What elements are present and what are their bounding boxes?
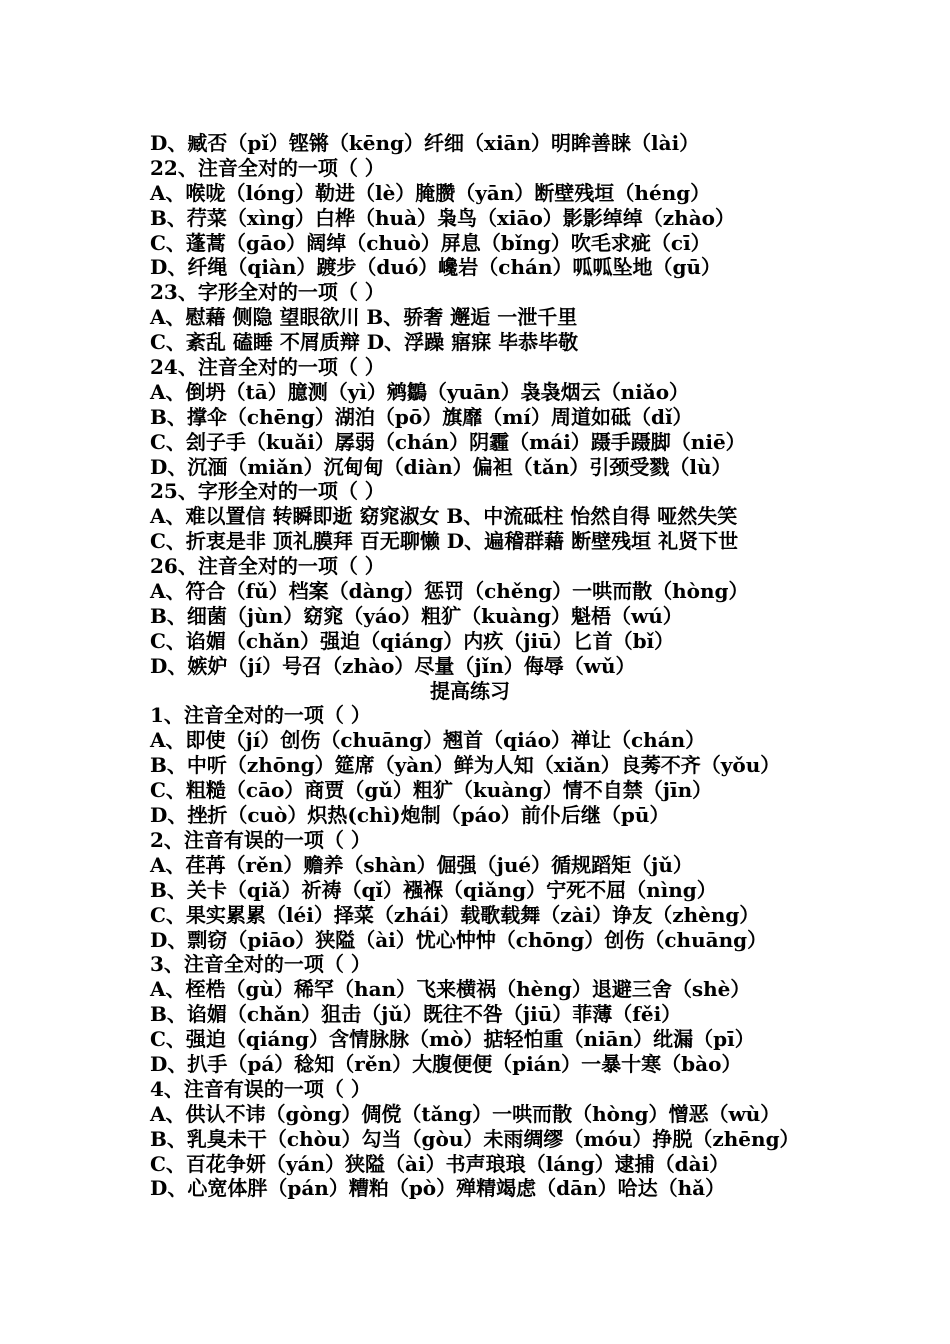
option-line: D、剽窃（piāo）狭隘（ài）忧心忡忡（chōng）创伤（chuāng） xyxy=(150,927,768,952)
option-line: A、供认不讳（gòng）倜傥（tǎng）一哄而散（hòng）憎恶（wù） xyxy=(150,1101,781,1126)
option-line: B、中听（zhōng）筵席（yàn）鲜为人知（xiǎn）良莠不齐（yǒu） xyxy=(150,753,781,778)
option-line: A、荏苒（rěn）赡养（shàn）倔强（jué）循规蹈矩（jǔ） xyxy=(150,852,693,877)
question-title: 4、注音有误的一项（ ） xyxy=(150,1076,371,1101)
option-line: B、关卡（qiǎ）祈祷（qǐ）襁褓（qiǎng）宁死不屈（nìng） xyxy=(150,877,717,902)
option-line: A、即使（jí）创伤（chuāng）翘首（qiáo）禅让（chán） xyxy=(150,728,706,753)
option-line: B、谄媚（chǎn）狙击（jǔ）既往不咎（jiū）菲薄（fěi） xyxy=(150,1002,682,1027)
question-title: 3、注音全对的一项（ ） xyxy=(150,952,371,977)
option-line: C、强迫（qiáng）含情脉脉（mò）掂轻怕重（niān）纰漏（pī） xyxy=(150,1027,755,1052)
section-heading: 提高练习 xyxy=(430,678,510,703)
option-line: C、紊乱 磕睡 不屑质辩 D、浮躁 寤寐 毕恭毕敬 xyxy=(150,330,579,355)
option-line: A、桎梏（gù）稀罕（han）飞来横祸（hèng）退避三舍（shè） xyxy=(150,977,751,1002)
option-line: D、沉湎（miǎn）沉甸甸（diàn）偏袒（tǎn）引颈受戮（lù） xyxy=(150,454,732,479)
document-body xyxy=(150,131,830,1201)
option-line: C、蓬蒿（gāo）阔绰（chuò）屏息（bǐng）吹毛求疵（cī） xyxy=(150,230,711,255)
option-line: B、细菌（jùn）窈窕（yáo）粗犷（kuàng）魁梧（wú） xyxy=(150,603,683,628)
question-title: 1、注音全对的一项（ ） xyxy=(150,703,371,728)
option-line: B、乳臭未干（chòu）勾当（gòu）未雨绸缪（móu）挣脱（zhēng） xyxy=(150,1126,800,1151)
option-line: C、百花争妍（yán）狭隘（ài）书声琅琅（láng）逮捕（dài） xyxy=(150,1151,730,1176)
question-title: 22、注音全对的一项（ ） xyxy=(150,155,385,180)
option-line: C、折衷是非 顶礼膜拜 百无聊懒 D、遍稽群藉 断壁残垣 礼贤下世 xyxy=(150,529,739,554)
option-line: C、刽子手（kuǎi）孱弱（chán）阴霾（mái）蹑手蹑脚（niē） xyxy=(150,429,746,454)
option-line: A、倒坍（tā）臆测（yì）鹓鶵（yuān）袅袅烟云（niǎo） xyxy=(150,379,690,404)
question-title: 2、注音有误的一项（ ） xyxy=(150,827,371,852)
option-line: A、喉咙（lóng）勒进（lè）腌臜（yān）断壁残垣（héng） xyxy=(150,180,711,205)
option-line: D、嫉妒（jí）号召（zhào）尽量（jǐn）侮辱（wǔ） xyxy=(150,653,636,678)
option-line: C、谄媚（chǎn）强迫（qiáng）内疚（jiū）匕首（bǐ） xyxy=(150,628,675,653)
option-line: A、符合（fǔ）档案（dàng）惩罚（chěng）一哄而散（hòng） xyxy=(150,579,749,604)
option-line: D、心宽体胖（pán）糟粕（pò）殚精竭虑（dān）哈达（hǎ） xyxy=(150,1176,726,1201)
text-line: D、臧否（pǐ）铿锵（kēng）纤细（xiān）明眸善睐（lài） xyxy=(150,131,700,155)
option-line: C、粗糙（cāo）商贾（gǔ）粗犷（kuàng）情不自禁（jīn） xyxy=(150,778,713,803)
question-title: 24、注音全对的一项（ ） xyxy=(150,355,385,380)
question-title: 25、字形全对的一项（ ） xyxy=(150,479,385,504)
option-line: C、果实累累（léi）择菜（zhái）载歌载舞（zài）诤友（zhèng） xyxy=(150,902,760,927)
question-title: 26、注音全对的一项（ ） xyxy=(150,554,385,579)
option-line: D、纤绳（qiàn）踱步（duó）巉岩（chán）呱呱坠地（gū） xyxy=(150,255,722,280)
question-title: 23、字形全对的一项（ ） xyxy=(150,280,385,305)
option-line: D、扒手（pá）稔知（rěn）大腹便便（pián）一暴十寒（bào） xyxy=(150,1051,742,1076)
option-line: A、难以置信 转瞬即逝 窈窕淑女 B、中流砥柱 怡然自得 哑然失笑 xyxy=(150,504,738,529)
option-line: B、撑伞（chēng）湖泊（pō）旗靡（mí）周道如砥（dǐ） xyxy=(150,404,693,429)
option-line: B、荇菜（xìng）白桦（huà）枭鸟（xiāo）影影绰绰（zhào） xyxy=(150,205,736,230)
option-line: D、挫折（cuò）炽热(chì)炮制（páo）前仆后继（pū） xyxy=(150,803,670,828)
option-line: A、慰藉 侧隐 望眼欲川 B、骄奢 邂逅 一泄千里 xyxy=(150,305,578,330)
